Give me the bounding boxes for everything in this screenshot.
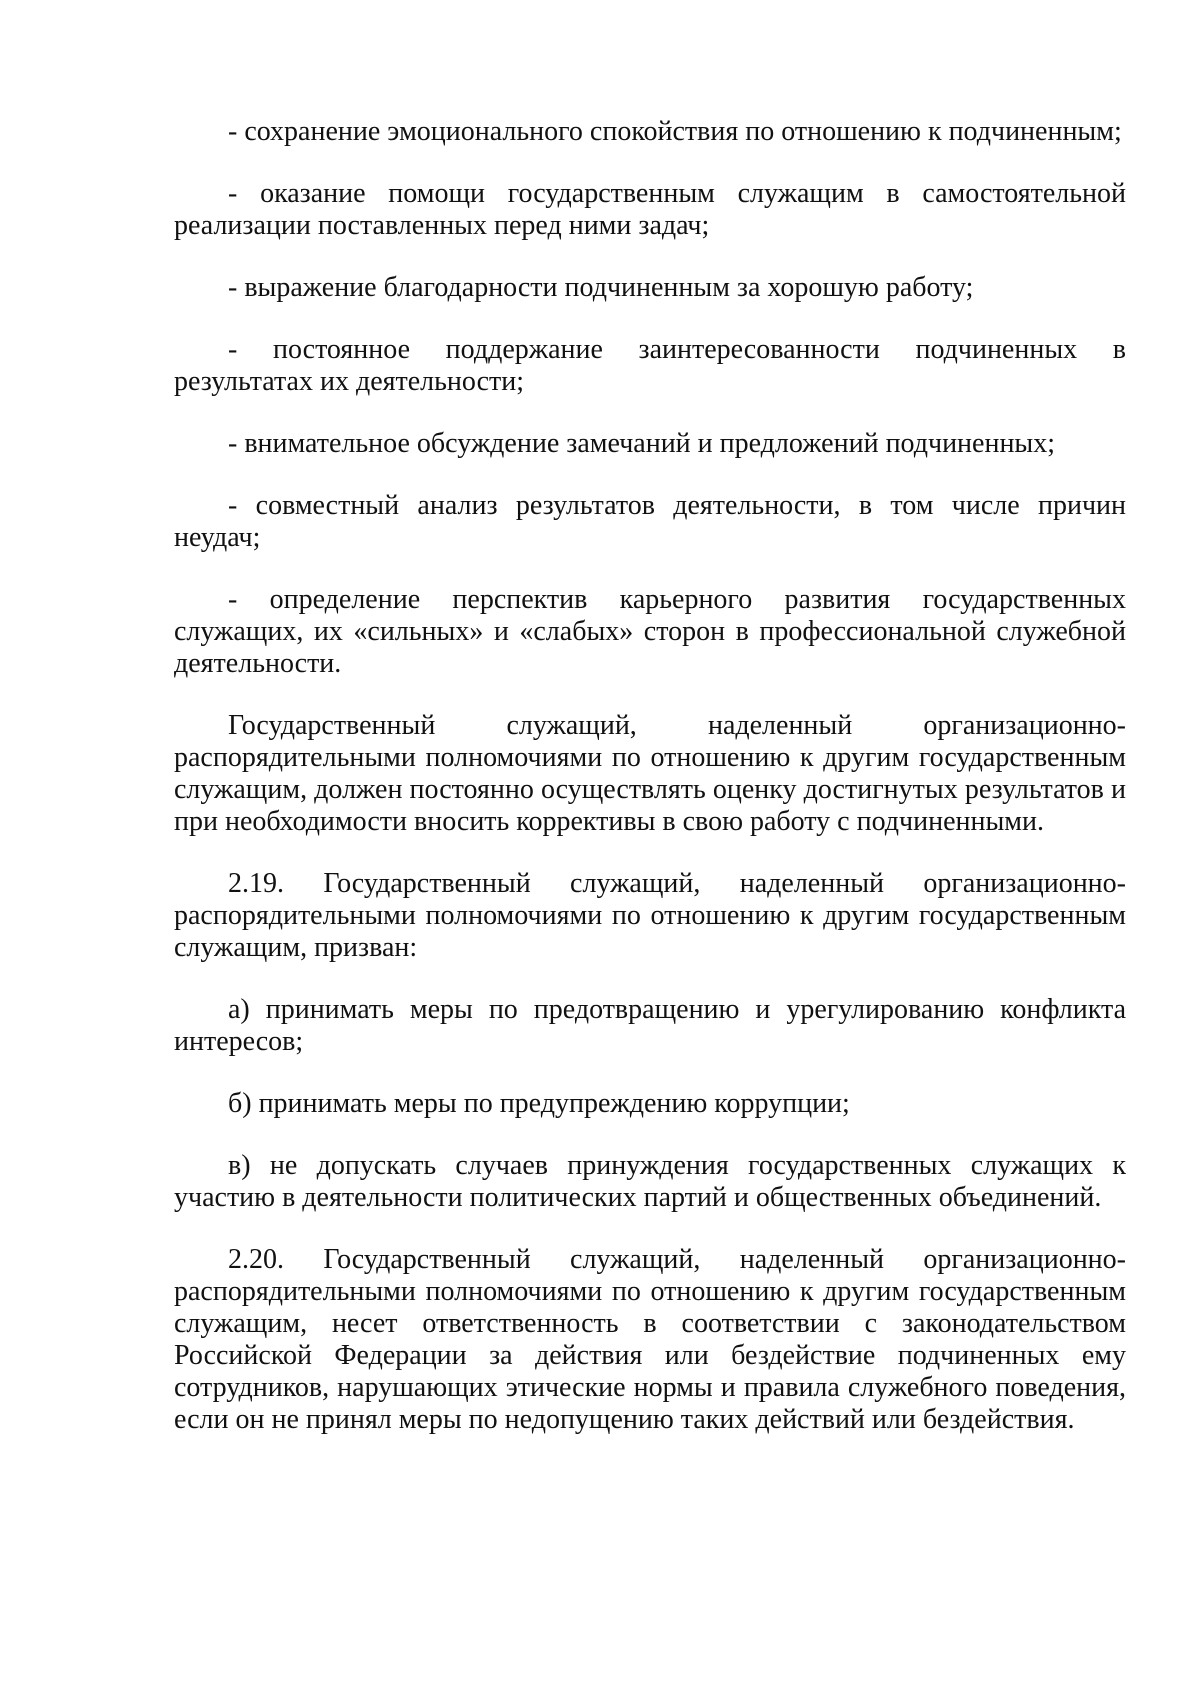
document-page bbox=[174, 116, 1126, 1466]
paragraph-career-prospects: - определение перспектив карьерного развития государственных служащих, их «сильных» и «слабых» сторон в профессиональной служебной деятельности. bbox=[174, 584, 1126, 679]
paragraph-section-2-19: 2.19. Государственный служащий, наделенный организационно-распорядительными полномочиями по отношению к другим государственным служащим, призван: bbox=[174, 868, 1126, 963]
paragraph-discussion: - внимательное обсуждение замечаний и предложений подчиненных; bbox=[228, 428, 1056, 459]
paragraph-emotional-calm: - сохранение эмоционального спокойствия по отношению к подчиненным; bbox=[228, 116, 1122, 147]
paragraph-item-v: в) не допускать случаев принуждения государственных служащих к участию в деятельности политических партий и общественных объединений. bbox=[174, 1150, 1126, 1213]
paragraph-gratitude: - выражение благодарности подчиненным за хорошую работу; bbox=[228, 272, 974, 303]
paragraph-item-b: б) принимать меры по предупреждению коррупции; bbox=[228, 1088, 850, 1119]
paragraph-evaluation: Государственный служащий, наделенный организационно-распорядительными полномочиями по отношению к другим государственным служащим, должен постоянно осуществлять оценку достигнутых результатов и при необходимости вносить коррективы в свою работу с подчиненными. bbox=[174, 710, 1126, 837]
paragraph-joint-analysis: - совместный анализ результатов деятельности, в том числе причин неудач; bbox=[174, 490, 1126, 553]
paragraph-assistance: - оказание помощи государственным служащим в самостоятельной реализации поставленных перед ними задач; bbox=[174, 178, 1126, 241]
paragraph-item-a: а) принимать меры по предотвращению и урегулированию конфликта интересов; bbox=[174, 994, 1126, 1057]
paragraph-section-2-20: 2.20. Государственный служащий, наделенный организационно-распорядительными полномочиями по отношению к другим государственным служащим, несет ответственность в соответствии с законодательством Российской Федерации за действия или бездействие подчиненных ему сотрудников, нарушающих этические нормы и правила служебного поведения, если он не принял меры по недопущению таких действий или бездействия. bbox=[174, 1244, 1126, 1435]
paragraph-interest-support: - постоянное поддержание заинтересованности подчиненных в результатах их деятельности; bbox=[174, 334, 1126, 397]
